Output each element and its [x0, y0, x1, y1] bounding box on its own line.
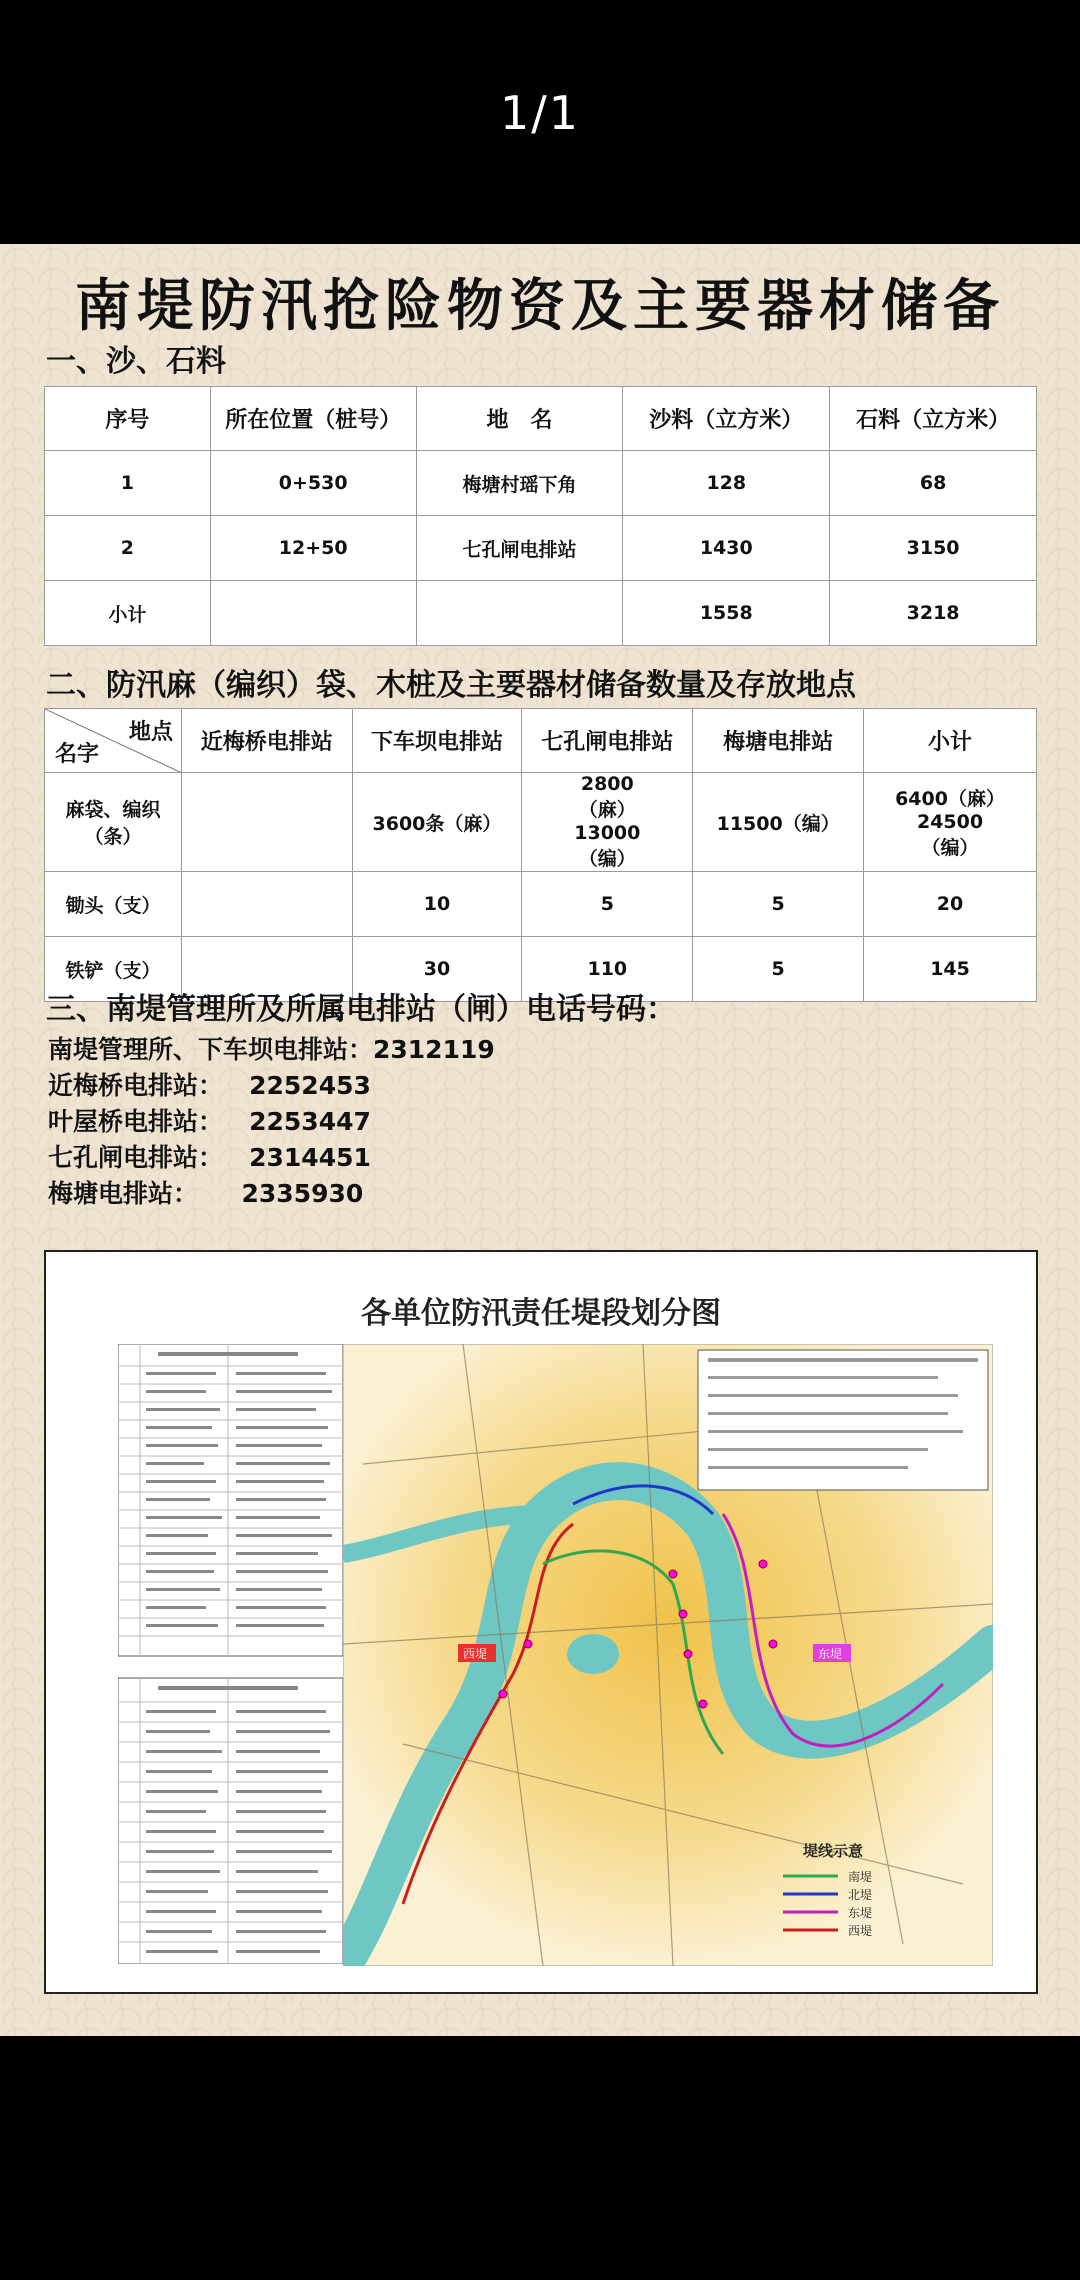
table-header-row: [45, 709, 1037, 773]
table-cell: 145: [864, 937, 1037, 1002]
table-cell: 11500（编）: [693, 773, 864, 872]
table-cell: 2: [45, 516, 211, 581]
table-cell: 110: [522, 937, 693, 1002]
col-header: 沙料（立方米）: [623, 387, 830, 451]
phone-line: 梅塘电排站： 2335930: [48, 1179, 364, 1208]
map-title: 各单位防汛责任堤段划分图: [361, 1296, 721, 1331]
col-header: 七孔闸电排站: [522, 709, 693, 773]
table-cell: 10: [352, 872, 522, 937]
table-cell: [181, 872, 352, 937]
corner-label-location: 地点: [128, 720, 173, 745]
table-cell: [210, 581, 416, 646]
corner-label-name: 名字: [55, 742, 100, 767]
table-row: [45, 451, 1037, 516]
section2-heading: 二、防汛麻（编织）袋、木桩及主要器材储备数量及存放地点: [46, 668, 856, 703]
table-cell: 3600条（麻）: [352, 773, 522, 872]
table-row-subtotal: [45, 581, 1037, 646]
document-title: 南堤防汛抢险物资及主要器材储备: [75, 273, 1005, 339]
section3-heading: 三、南堤管理所及所属电排站（闸）电话号码：: [46, 992, 676, 1027]
sand-stone-table: [44, 386, 1037, 646]
diagonal-header-cell: [45, 709, 182, 773]
phone-line: 近梅桥电排站： 2252453: [48, 1071, 371, 1100]
table-cell: 12+50: [210, 516, 416, 581]
col-header: 石料（立方米）: [830, 387, 1037, 451]
table-cell: 0+530: [210, 451, 416, 516]
table-cell: 2800（麻）13000（编）: [522, 773, 693, 872]
table-cell: 七孔闸电排站: [416, 516, 623, 581]
viewer-top-bar: [0, 0, 1080, 244]
legend-title: 堤线示意: [803, 1842, 864, 1860]
col-header: 近梅桥电排站: [181, 709, 352, 773]
table-cell: 6400（麻）24500（编）: [864, 773, 1037, 872]
col-header: 梅塘电排站: [693, 709, 864, 773]
table-cell: 30: [352, 937, 522, 1002]
legend-label: 北堤: [848, 1888, 873, 1902]
table-cell: [181, 773, 352, 872]
legend-label: 东堤: [848, 1906, 873, 1920]
phone-line: 七孔闸电排站： 2314451: [48, 1143, 371, 1172]
table-row: [45, 773, 1037, 872]
table-cell: 1: [45, 451, 211, 516]
row-label: 麻袋、编织（条）: [45, 773, 182, 872]
table-cell: 3150: [830, 516, 1037, 581]
table-cell: 1558: [623, 581, 830, 646]
east-dike-label: 东堤: [818, 1647, 843, 1661]
table-cell: 20: [864, 872, 1037, 937]
flood-map-image: [44, 1250, 1038, 1994]
document-page[interactable]: [0, 244, 1080, 2036]
map-drawing: [343, 1344, 993, 1966]
row-label: 铁铲（支）: [45, 937, 182, 1002]
table-cell: [416, 581, 623, 646]
table-cell: 1430: [623, 516, 830, 581]
phone-line: 叶屋桥电排站： 2253447: [48, 1107, 371, 1136]
table-header-row: [45, 387, 1037, 451]
col-header: 小计: [864, 709, 1037, 773]
equipment-table: [44, 708, 1037, 1002]
col-header: 下车坝电排站: [352, 709, 522, 773]
table-cell: 梅塘村瑶下角: [416, 451, 623, 516]
phone-line: 南堤管理所、下车坝电排站：2312119: [48, 1035, 495, 1064]
col-header: 地 名: [416, 387, 623, 451]
table-row: [45, 872, 1037, 937]
row-label: 锄头（支）: [45, 872, 182, 937]
page-indicator: 1/1: [499, 86, 581, 140]
table-row: [45, 516, 1037, 581]
table-cell: 3218: [830, 581, 1037, 646]
table-cell: 小计: [45, 581, 211, 646]
map-side-tables: [118, 1344, 343, 1964]
table-cell: 5: [522, 872, 693, 937]
section1-heading: 一、沙、石料: [46, 344, 226, 379]
table-cell: 5: [693, 872, 864, 937]
table-cell: 68: [830, 451, 1037, 516]
west-dike-label: 西堤: [463, 1647, 488, 1661]
lake: [567, 1634, 619, 1674]
legend-label: 南堤: [848, 1870, 873, 1884]
col-header: 序号: [45, 387, 211, 451]
table-cell: 128: [623, 451, 830, 516]
viewer-bottom-bar: [0, 2036, 1080, 2280]
legend-label: 西堤: [848, 1924, 873, 1938]
col-header: 所在位置（桩号）: [210, 387, 416, 451]
table-cell: 5: [693, 937, 864, 1002]
